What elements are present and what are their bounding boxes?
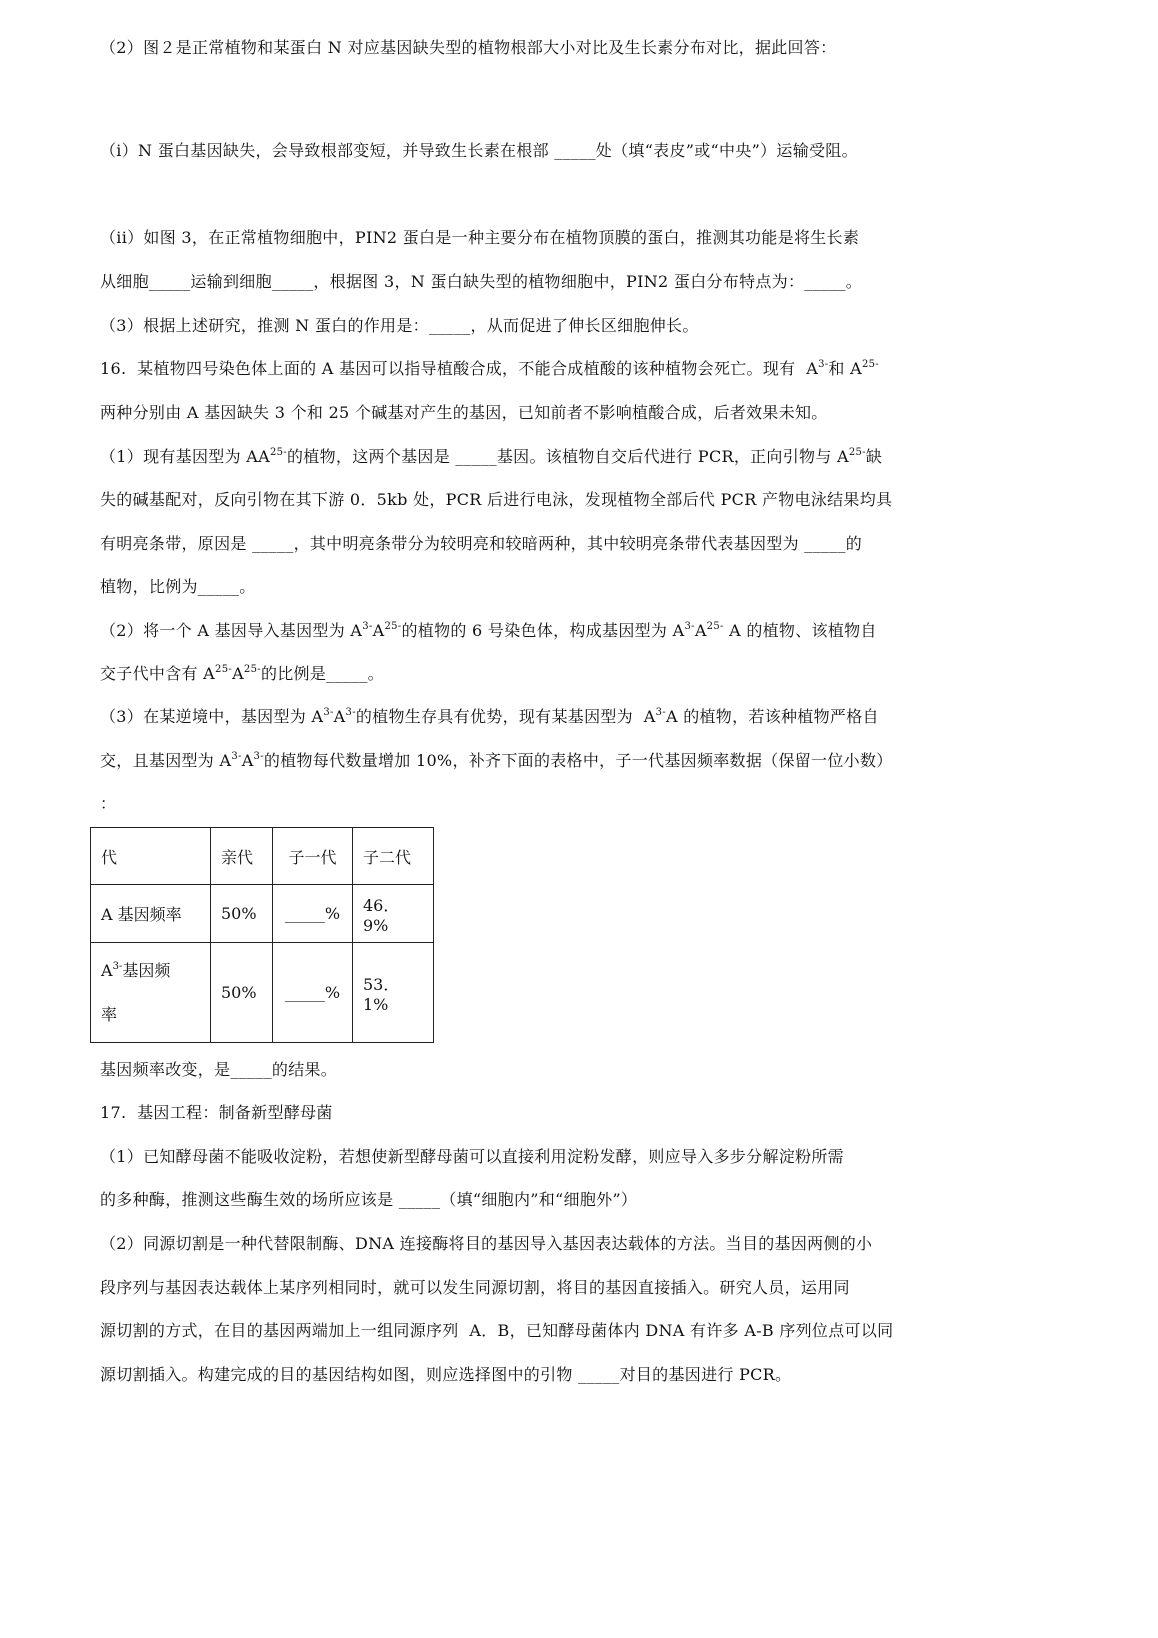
superscript: 25- bbox=[215, 664, 233, 675]
row-label bbox=[91, 943, 211, 1043]
superscript: 3- bbox=[818, 359, 829, 370]
superscript: 3- bbox=[231, 751, 242, 762]
text-segment: A bbox=[333, 707, 346, 726]
text-segment: （ii）如图 3，在正常植物细胞中，PIN2 蛋白是一种主要分布在植物顶膜的蛋白，推测其功能是将生长素 bbox=[100, 228, 860, 247]
table-row bbox=[91, 943, 434, 1043]
text-segment: 失的碱基配对，反向引物在其下游 0．5kb 处，PCR 后进行电泳，发现植物全部后代 PCR 产物电泳结果均具 bbox=[100, 490, 893, 509]
text-line bbox=[100, 1146, 844, 1168]
text-line bbox=[100, 1189, 637, 1211]
superscript: 25- bbox=[706, 621, 724, 632]
gene-frequency-table bbox=[90, 827, 434, 1043]
text-segment: （1）已知酵母菌不能吸收淀粉，若想使新型酵母菌可以直接利用淀粉发酵，则应导入多步分解淀粉所需 bbox=[100, 1147, 844, 1166]
superscript: 3- bbox=[655, 707, 666, 718]
row-label: A 基因频率 bbox=[91, 885, 211, 943]
header-generation: 代 bbox=[91, 828, 211, 885]
text-segment: 源切割插入。构建完成的目的基因结构如图，则应选择图中的引物 _____对目的基因进行 PCR。 bbox=[100, 1365, 792, 1384]
label-sup: 3- bbox=[112, 960, 123, 972]
label-line2: 率 bbox=[101, 1004, 118, 1024]
table-row bbox=[91, 885, 434, 943]
header-f2: 子二代 bbox=[353, 828, 434, 885]
text-segment: （3）在某逆境中，基因型为 A bbox=[100, 707, 324, 726]
text-line bbox=[100, 706, 879, 728]
header-parent: 亲代 bbox=[211, 828, 273, 885]
text-line bbox=[100, 663, 384, 685]
parent-value: 50% bbox=[211, 885, 273, 943]
superscript: 25- bbox=[269, 447, 287, 458]
f2-value: 53．1% bbox=[353, 943, 434, 1043]
text-line bbox=[100, 1320, 893, 1342]
text-line bbox=[100, 140, 858, 162]
text-line bbox=[100, 227, 859, 249]
text-segment: A bbox=[694, 621, 707, 640]
f2-value: 46．9% bbox=[353, 885, 434, 943]
text-line bbox=[100, 358, 879, 380]
text-line bbox=[100, 620, 877, 642]
superscript: 3- bbox=[362, 621, 373, 632]
text-segment: 缺 bbox=[865, 447, 883, 466]
text-segment: 的植物生存具有优势，现有某基因型为 A bbox=[355, 707, 656, 726]
text-segment: 的植物每代数量增加 10%，补齐下面的表格中，子一代基因频率数据（保留一位小数） bbox=[263, 751, 893, 770]
text-segment: ： bbox=[100, 794, 117, 813]
label-rest: 基因频 bbox=[122, 960, 171, 980]
text-line bbox=[100, 1102, 333, 1124]
text-segment: 基因频率改变，是_____的结果。 bbox=[100, 1060, 338, 1079]
superscript: 3- bbox=[323, 707, 334, 718]
text-line bbox=[100, 271, 862, 293]
superscript: 25- bbox=[243, 664, 261, 675]
text-segment: 段序列与基因表达载体上某序列相同时，就可以发生同源切割，将目的基因直接插入。研究人员，运用同 bbox=[100, 1278, 850, 1297]
superscript: 3- bbox=[253, 751, 264, 762]
text-segment: 17. 基因工程：制备新型酵母菌 bbox=[100, 1103, 333, 1122]
text-segment: 和 A bbox=[828, 359, 862, 378]
text-line bbox=[100, 1059, 337, 1081]
f1-blank: _____% bbox=[273, 885, 353, 943]
text-line bbox=[100, 446, 882, 468]
text-line bbox=[100, 750, 893, 772]
text-line bbox=[100, 489, 892, 511]
text-segment: （1）现有基因型为 AA bbox=[100, 447, 270, 466]
f1-blank: _____% bbox=[273, 943, 353, 1043]
superscript: 25- bbox=[861, 359, 879, 370]
text-line bbox=[100, 576, 256, 598]
text-segment: （i）N 蛋白基因缺失，会导致根部变短，并导致生长素在根部 _____处（填“表皮”或“中央”）运输受阻。 bbox=[100, 141, 858, 160]
text-segment: A bbox=[241, 751, 254, 770]
label-base: A bbox=[101, 960, 113, 980]
text-segment: 交子代中含有 A bbox=[100, 664, 216, 683]
text-line bbox=[100, 315, 699, 337]
text-segment: 16. 某植物四号染色体上面的 A 基因可以指导植酸合成，不能合成植酸的该种植物会死亡。现有 A bbox=[100, 359, 819, 378]
text-line bbox=[100, 793, 116, 815]
text-segment: 两种分别由 A 基因缺失 3 个和 25 个碱基对产生的基因，已知前者不影响植酸合成，后者效果未知。 bbox=[100, 403, 828, 422]
text-segment: 有明亮条带，原因是 _____，其中明亮条带分为较明亮和较暗两种，其中较明亮条带代表基因型为 _____的 bbox=[100, 534, 863, 553]
text-segment: A 的植物、该植物自 bbox=[723, 621, 877, 640]
text-segment: 的比例是_____。 bbox=[260, 664, 384, 683]
text-segment: 源切割的方式，在目的基因两端加上一组同源序列 A．B，已知酵母菌体内 DNA 有许多 A-B 序列位点可以同 bbox=[100, 1321, 894, 1340]
text-segment: A bbox=[372, 621, 385, 640]
text-segment: （2）将一个 A 基因导入基因型为 A bbox=[100, 621, 363, 640]
header-f1: 子一代 bbox=[273, 828, 353, 885]
table-header-row bbox=[91, 828, 434, 885]
superscript: 25- bbox=[848, 447, 866, 458]
text-segment: （2）图２是正常植物和某蛋白 N 对应基因缺失型的植物根部大小对比及生长素分布对比，据此回答： bbox=[100, 38, 837, 57]
parent-value: 50% bbox=[211, 943, 273, 1043]
text-segment: （3）根据上述研究，推测 N 蛋白的作用是：_____，从而促进了伸长区细胞伸长。 bbox=[100, 316, 699, 335]
text-segment: 植物，比例为_____。 bbox=[100, 577, 256, 596]
text-line bbox=[100, 533, 862, 555]
text-line bbox=[100, 37, 836, 59]
text-segment: A bbox=[232, 664, 244, 683]
text-segment: A 的植物，若该种植物严格自 bbox=[665, 707, 879, 726]
superscript: 3- bbox=[345, 707, 356, 718]
text-line bbox=[100, 402, 828, 424]
text-segment: 的多种酶，推测这些酶生效的场所应该是 _____（填“细胞内”和“细胞外”） bbox=[100, 1190, 638, 1209]
text-segment: 交，且基因型为 A bbox=[100, 751, 232, 770]
text-line bbox=[100, 1233, 872, 1255]
superscript: 3- bbox=[684, 621, 695, 632]
text-segment: （2）同源切割是一种代替限制酶、DNA 连接酶将目的基因导入基因表达载体的方法。当目的基因两侧的小 bbox=[100, 1234, 873, 1253]
text-line bbox=[100, 1277, 850, 1299]
superscript: 25- bbox=[384, 621, 402, 632]
text-segment: 的植物的 6 号染色体，构成基因型为 A bbox=[401, 621, 685, 640]
text-segment: 从细胞_____运输到细胞_____，根据图 3，N 蛋白缺失型的植物细胞中，PIN2 蛋白分布特点为：_____。 bbox=[100, 272, 863, 291]
text-line bbox=[100, 1364, 791, 1386]
text-segment: 的植物，这两个基因是 _____基因。该植物自交后代进行 PCR，正向引物与 A bbox=[287, 447, 849, 466]
